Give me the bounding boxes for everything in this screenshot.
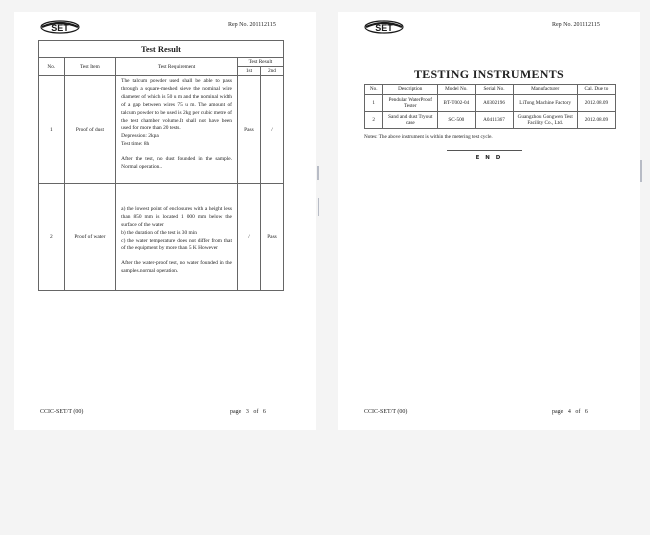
cell-cal-due: 2012.08.09 (577, 95, 615, 112)
row-number: 2 (39, 184, 65, 291)
cell-manufacturer: Guangzhou Gongwen Test Facility Co., Ltd. (513, 112, 577, 129)
report-page-3 (14, 12, 316, 430)
table-title: Test Result (39, 41, 284, 58)
cell-model-no: SC-500 (438, 112, 475, 129)
header-second: 2nd (260, 67, 283, 76)
cell-description: Sand and dust Tryout case (383, 112, 438, 129)
cell-serial-no: A0302196 (475, 95, 513, 112)
end-marker: E N D (475, 155, 503, 161)
test-item: Proof of water (64, 184, 116, 291)
header-serial-no: Serial No. (475, 85, 513, 95)
footer-code: CCIC-SET/T (00) (364, 409, 408, 415)
footer-code: CCIC-SET/T (00) (40, 409, 84, 415)
test-requirement (116, 76, 238, 184)
result-second: Pass (260, 184, 283, 291)
report-number: Rep No. 201112115 (552, 22, 600, 28)
cell-no: 1 (365, 95, 383, 112)
result-first: Pass (237, 76, 260, 184)
header-manufacturer: Manufacturer (513, 85, 577, 95)
cell-manufacturer: LiTong Machine Factory (513, 95, 577, 112)
svg-text:SET: SET (51, 23, 69, 33)
header-model-no: Model No. (438, 85, 475, 95)
header-description: Description (383, 85, 438, 95)
page-title: TESTING INSTRUMENTS (413, 67, 565, 81)
instruments-table (364, 84, 616, 129)
header-first: 1st (237, 67, 260, 76)
row-number: 1 (39, 76, 65, 184)
table-row (365, 112, 616, 129)
requirement-line: c) the water temperature does not differ from that of the equipment by more than 5 K However (121, 237, 232, 252)
table-header-row (365, 85, 616, 95)
cell-description: Pendular WaterProof Tester (383, 95, 438, 112)
table-row (365, 95, 616, 112)
requirement-line: a) the lowest point of enclosures with a height less than 850 mm is located 1 000 mm below the surface of the water (121, 205, 232, 228)
scan-mark (318, 198, 319, 216)
result-first: / (237, 184, 260, 291)
page-number: page 3 of 6 (230, 409, 266, 415)
header-cal-due: Cal. Due to (577, 85, 615, 95)
table-row (39, 184, 284, 291)
report-number: Rep No. 201112115 (228, 22, 276, 28)
end-divider (447, 150, 522, 151)
header-no: No. (365, 85, 383, 95)
test-item: Proof of dust (64, 76, 116, 184)
result-second: / (260, 76, 283, 184)
table-row (39, 76, 284, 184)
requirement-line: Test time: 8h (121, 141, 150, 148)
notes: Notes: The above instrument is within the metering test cycle. (364, 134, 493, 140)
header-test-requirement: Test Requirement (116, 58, 238, 76)
test-result-table (38, 40, 284, 291)
header-no: No. (39, 58, 65, 76)
requirement-line: The talcum powder used shall be able to pass through a square-meshed sieve the nominal wire diameter of which is 50 u m and the nominal width of a gap between wires 75 u m. The amount of talcum powder to be used is 2kg per cubic metre of the test chamber volume.It shall not have been used for more than 20 tests. (121, 78, 232, 132)
header-test-result: Test Result (237, 58, 283, 67)
page-number: page 4 of 6 (552, 409, 588, 415)
set-logo-icon (364, 20, 404, 34)
requirement-line: After the test, no dust founded in the sample. Normal operation.. (121, 156, 232, 171)
scan-mark (640, 160, 642, 182)
requirement-line: Depression: 2kpa (121, 133, 159, 140)
cell-serial-no: A0411367 (475, 112, 513, 129)
svg-text:SET: SET (375, 23, 393, 33)
scan-mark (317, 166, 319, 180)
cell-model-no: BT-T002-04 (438, 95, 475, 112)
test-requirement (116, 184, 238, 291)
requirement-line: After the water-proof test, no water founded in the samples.normal operation. (121, 260, 232, 275)
header-test-item: Test Item (64, 58, 116, 76)
cell-no: 2 (365, 112, 383, 129)
cell-cal-due: 2012.08.09 (577, 112, 615, 129)
report-page-4 (338, 12, 640, 430)
requirement-line: b) the duration of the test is 30 min (121, 229, 197, 236)
set-logo-icon (40, 20, 80, 34)
